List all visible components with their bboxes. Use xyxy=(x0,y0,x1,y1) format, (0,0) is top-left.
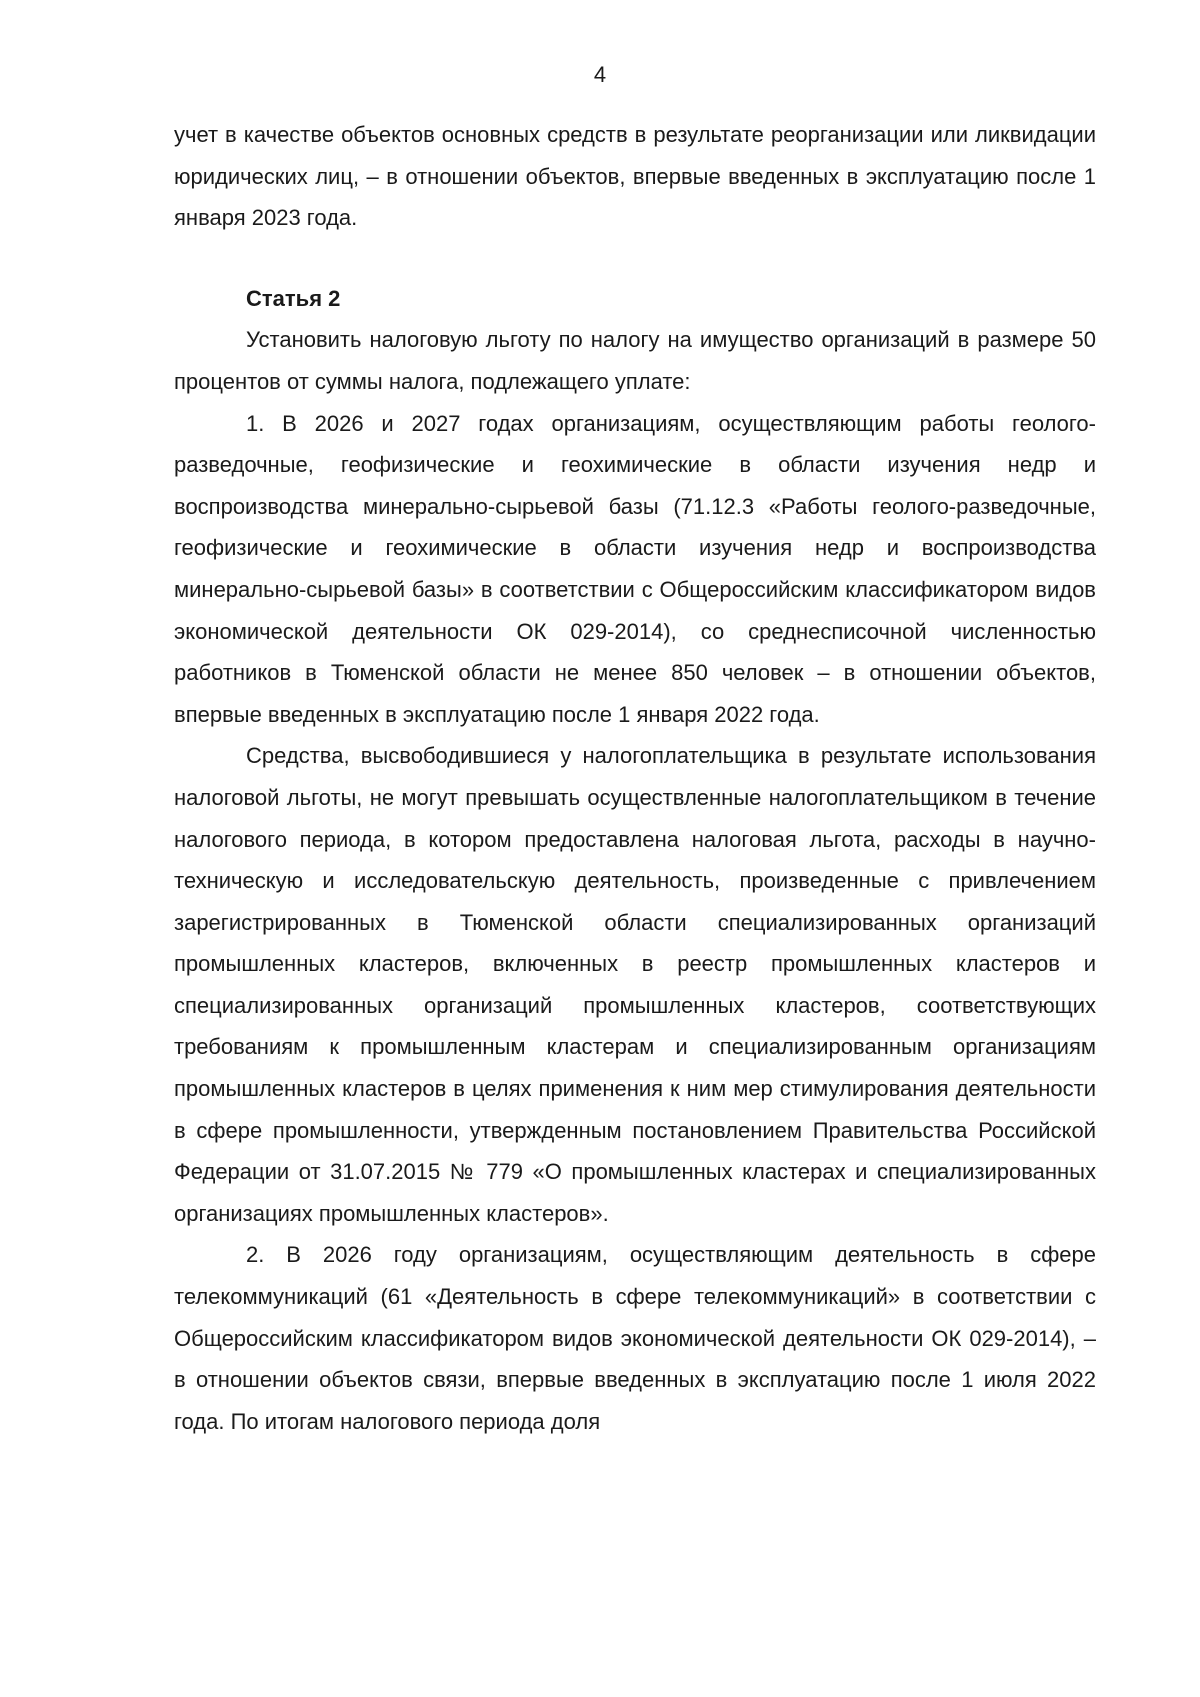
paragraph-intro: Установить налоговую льготу по налогу на имущество организаций в размере 50 процентов от суммы налога, подлежащего уплате: xyxy=(174,327,1096,394)
page-number: 4 xyxy=(593,62,607,87)
document-body xyxy=(174,114,1096,1442)
paragraph-continuation: учет в качестве объектов основных средств в результате реорганизации или ликвидации юридических лиц, – в отношении объектов, впервые введенных в эксплуатацию после 1 января 2023 года. xyxy=(174,122,1096,231)
paragraph-item-1: 1. В 2026 и 2027 годах организациям, осуществляющим работы геолого-разведочные, геофизические и геохимические в области изучения недр и воспроизводства минерально-сырьевой базы (71.12.3 «Работы геолого-разведочные, геофизические и геохимические в области изучения недр и воспроизводства минерально-сырьевой базы» в соответствии с Общероссийским классификатором видов экономической деятельности ОК 029-2014), со среднесписочной численностью работников в Тюменской области не менее 850 человек – в отношении объектов, впервые введенных в эксплуатацию после 1 января 2022 года. xyxy=(174,410,1096,727)
paragraph-item-2: 2. В 2026 году организациям, осуществляющим деятельность в сфере телекоммуникаций (61 «Деятельность в сфере телекоммуникаций» в соответствии с Общероссийским классификатором видов экономической деятельности ОК 029-2014), – в отношении объектов связи, впервые введенных в эксплуатацию после 1 июля 2022 года. По итогам налогового периода доля xyxy=(174,1242,1096,1434)
paragraph-funds: Средства, высвободившиеся у налогоплательщика в результате использования налоговой льготы, не могут превышать осуществленные налогоплательщиком в течение налогового периода, в котором предоставлена налоговая льгота, расходы в научно-техническую и исследовательскую деятельность, произведенные с привлечением зарегистрированных в Тюменской области специализированных организаций промышленных кластеров, включенных в реестр промышленных кластеров и специализированных организаций промышленных кластеров, соответствующих требованиям к промышленным кластерам и специализированным организациям промышленных кластеров в целях применения к ним мер стимулирования деятельности в сфере промышленности, утвержденным постановлением Правительства Российской Федерации от 31.07.2015 № 779 «О промышленных кластерах и специализированных организациях промышленных кластеров». xyxy=(174,743,1096,1226)
article-heading: Статья 2 xyxy=(246,285,341,311)
